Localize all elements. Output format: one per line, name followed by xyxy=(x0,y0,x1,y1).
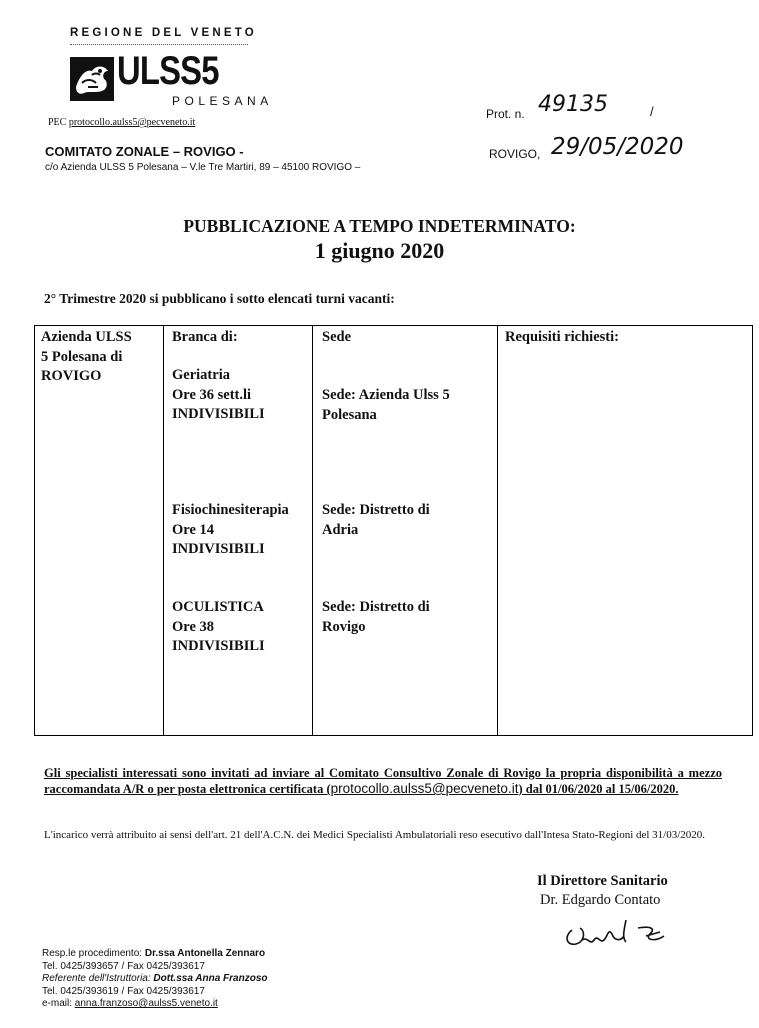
protocol-slash: / xyxy=(650,104,654,119)
notice-email-link[interactable]: protocollo.aulss5@pecveneto.it xyxy=(330,781,519,796)
pec-line xyxy=(48,117,195,128)
branca-line: Geriatria xyxy=(172,367,230,383)
protocol-label: Prot. n. xyxy=(486,107,525,121)
header-sede: Sede xyxy=(322,329,351,345)
committee-name: COMITATO ZONALE – ROVIGO - xyxy=(45,144,244,159)
branca-cell xyxy=(172,598,265,657)
assignment-text: L'incarico verrà attribuito ai sensi dell'art. 21 dell'A.C.N. dei Medici Specialisti Ambulatoriali reso esecutivo dall'Intesa Stato-Regioni del 31/03/2020. xyxy=(44,829,706,841)
responsible-line xyxy=(42,948,268,961)
column-divider xyxy=(163,326,164,735)
company-line: 5 Polesana di xyxy=(41,348,123,365)
contact-email-link[interactable]: anna.franzoso@aulss5.veneto.it xyxy=(74,998,218,1009)
director-title: Il Direttore Sanitario xyxy=(537,873,668,889)
company-line: ROVIGO xyxy=(41,368,102,384)
column-divider xyxy=(312,326,313,735)
responsible-phone: Tel. 0425/393657 / Fax 0425/393617 xyxy=(42,960,205,972)
branca-line: Fisiochinesiterapia xyxy=(172,502,289,518)
director-name: Dr. Edgardo Contato xyxy=(540,892,661,908)
column-divider xyxy=(497,326,498,735)
email-line xyxy=(42,998,268,1011)
pec-email-link[interactable]: protocollo.aulss5@pecveneto.it xyxy=(68,117,196,128)
logo-text: ULSS5 xyxy=(117,49,219,93)
vacancy-table xyxy=(34,325,753,736)
branca-line: Ore 36 sett.li xyxy=(172,386,252,403)
region-heading: REGIONE DEL VENETO xyxy=(70,27,257,39)
branca-line: OCULISTICA xyxy=(172,599,264,615)
intro-text: 2° Trimestre 2020 si pubblicano i sotto elencati turni vacanti: xyxy=(44,291,395,306)
branca-cell xyxy=(172,366,265,425)
company-cell xyxy=(41,328,132,387)
responsible-label: Resp.le procedimento: xyxy=(42,948,143,959)
date-handwritten: 29/05/2020 xyxy=(551,134,684,160)
publication-date: 1 giugno 2020 xyxy=(314,238,445,263)
header-requisiti: Requisiti richiesti: xyxy=(505,329,619,345)
referent-line xyxy=(42,973,268,986)
email-label: e-mail: xyxy=(42,998,73,1009)
branca-line: INDIVISIBILI xyxy=(172,638,265,654)
header-branca: Branca di: xyxy=(172,329,238,345)
sede-line: Rovigo xyxy=(322,618,366,635)
notice-text: ) dal 01/06/2020 al 15/06/2020. xyxy=(518,782,679,796)
branca-cell xyxy=(172,501,289,560)
referent-name: Dott.ssa Anna Franzoso xyxy=(153,973,268,984)
referent-label: Referente dell'Istruttoria: xyxy=(42,973,151,984)
branca-line: INDIVISIBILI xyxy=(172,406,265,422)
sede-cell xyxy=(322,386,450,425)
contact-block xyxy=(42,948,268,1011)
place-label: ROVIGO, xyxy=(489,147,541,161)
sede-line: Sede: Distretto di xyxy=(322,599,430,615)
referent-phone: Tel. 0425/393619 / Fax 0425/393617 xyxy=(42,985,205,997)
sede-cell xyxy=(322,598,430,637)
protocol-number-handwritten: 49135 xyxy=(538,92,608,117)
lion-logo-icon xyxy=(70,57,114,101)
branca-line: Ore 14 xyxy=(172,521,215,538)
notice-text: Gli specialisti interessati sono invitati ad inviare al Comitato Consultivo Zonale di Rovigo la propria disponibilità a mezzo raccomandata A/R o per posta elettronica certificata ( xyxy=(44,766,722,796)
sede-line: Polesana xyxy=(322,406,377,423)
sede-cell xyxy=(322,501,430,540)
region-divider xyxy=(70,44,248,45)
branca-line: INDIVISIBILI xyxy=(172,541,265,557)
sede-line: Adria xyxy=(322,521,359,538)
logo-subtitle: POLESANA xyxy=(172,94,273,108)
application-notice xyxy=(44,765,722,797)
pec-label: PEC xyxy=(48,117,67,128)
branca-line: Ore 38 xyxy=(172,618,215,635)
signature-icon xyxy=(560,906,690,956)
responsible-name: Dr.ssa Antonella Zennaro xyxy=(144,948,266,959)
publication-title: PUBBLICAZIONE A TEMPO INDETERMINATO: xyxy=(183,216,576,236)
sede-line: Sede: Distretto di xyxy=(322,502,430,518)
committee-address: c/o Azienda ULSS 5 Polesana – V.le Tre Martiri, 89 – 45100 ROVIGO – xyxy=(45,162,361,173)
company-line: Azienda ULSS xyxy=(41,329,132,345)
sede-line: Sede: Azienda Ulss 5 xyxy=(322,387,450,403)
